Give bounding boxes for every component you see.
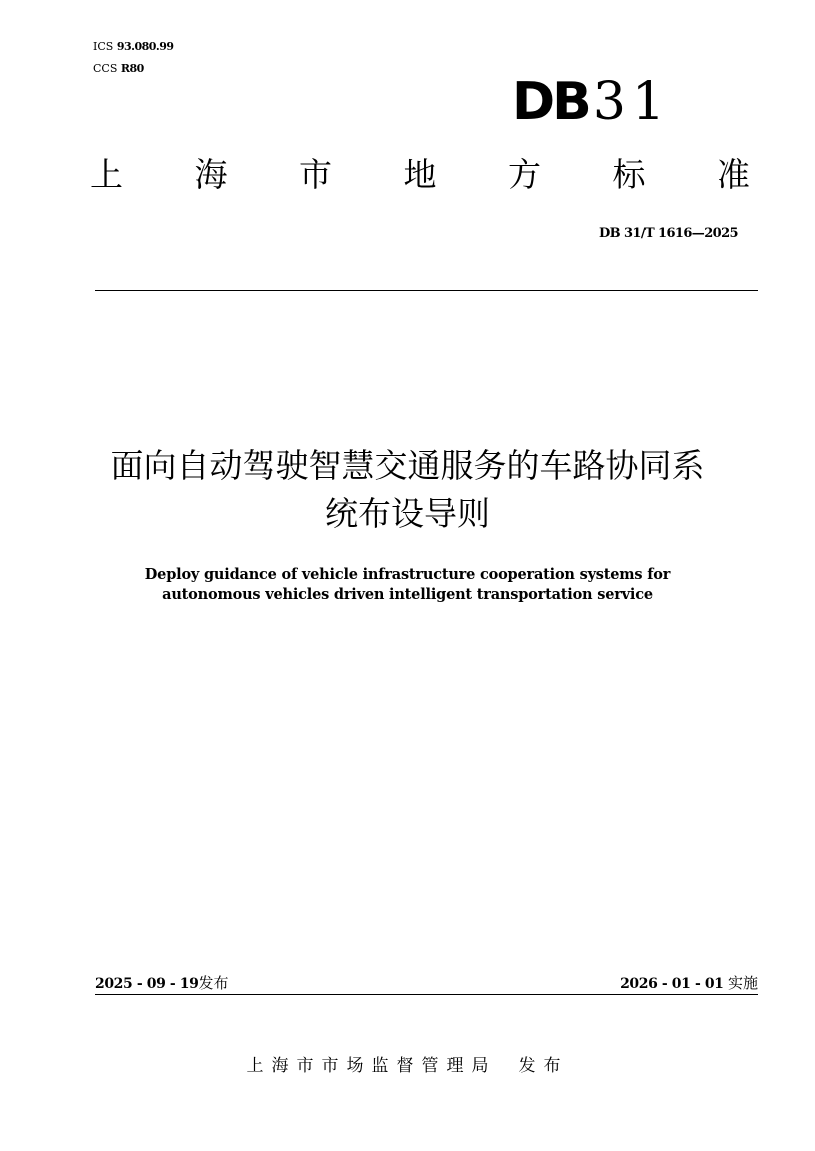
english-title-line-1: Deploy guidance of vehicle infrastructure cooperation systems for <box>144 566 671 583</box>
ics-label: ICS <box>93 40 114 53</box>
standard-type-heading <box>90 155 750 195</box>
ccs-label: CCS <box>93 62 118 75</box>
standard-type-char: 准 <box>717 155 750 194</box>
chinese-title <box>60 442 755 538</box>
english-title-line-2: autonomous vehicles driven intelligent transportation service <box>162 586 653 603</box>
ics-code: 93.080.99 <box>116 40 174 53</box>
issuer-action: 发布 <box>518 1056 569 1076</box>
issuer-line <box>0 1055 815 1077</box>
issuer-organization: 上海市市场监督管理局 <box>246 1056 497 1076</box>
ccs-code: R80 <box>120 62 144 75</box>
implementation-date <box>620 974 758 993</box>
english-title <box>60 565 755 605</box>
standard-type-char: 上 <box>90 155 123 194</box>
db-logo <box>512 72 671 132</box>
db-logo-number: 31 <box>592 72 671 132</box>
implementation-date-label: 实施 <box>727 974 758 992</box>
ccs-line <box>93 62 144 76</box>
standard-type-char: 标 <box>612 155 646 194</box>
implementation-date-value: 2026 - 01 - 01 <box>620 976 724 992</box>
standard-type-char: 市 <box>299 155 332 194</box>
standard-type-char: 方 <box>508 155 541 194</box>
issue-date-value: 2025 - 09 - 19 <box>95 976 199 992</box>
standard-type-char: 地 <box>403 155 437 194</box>
db-logo-letters: DB <box>512 72 589 132</box>
bottom-divider <box>95 994 758 995</box>
issue-date <box>95 974 228 993</box>
standard-code: DB 31/T 1616—2025 <box>599 226 738 241</box>
chinese-title-line-2: 统布设导则 <box>325 494 490 533</box>
chinese-title-line-1: 面向自动驾驶智慧交通服务的车路协同系 <box>110 446 705 485</box>
issue-date-label: 发布 <box>198 974 229 992</box>
ics-line <box>93 40 174 54</box>
top-divider <box>95 290 758 291</box>
standard-type-char: 海 <box>194 155 228 194</box>
